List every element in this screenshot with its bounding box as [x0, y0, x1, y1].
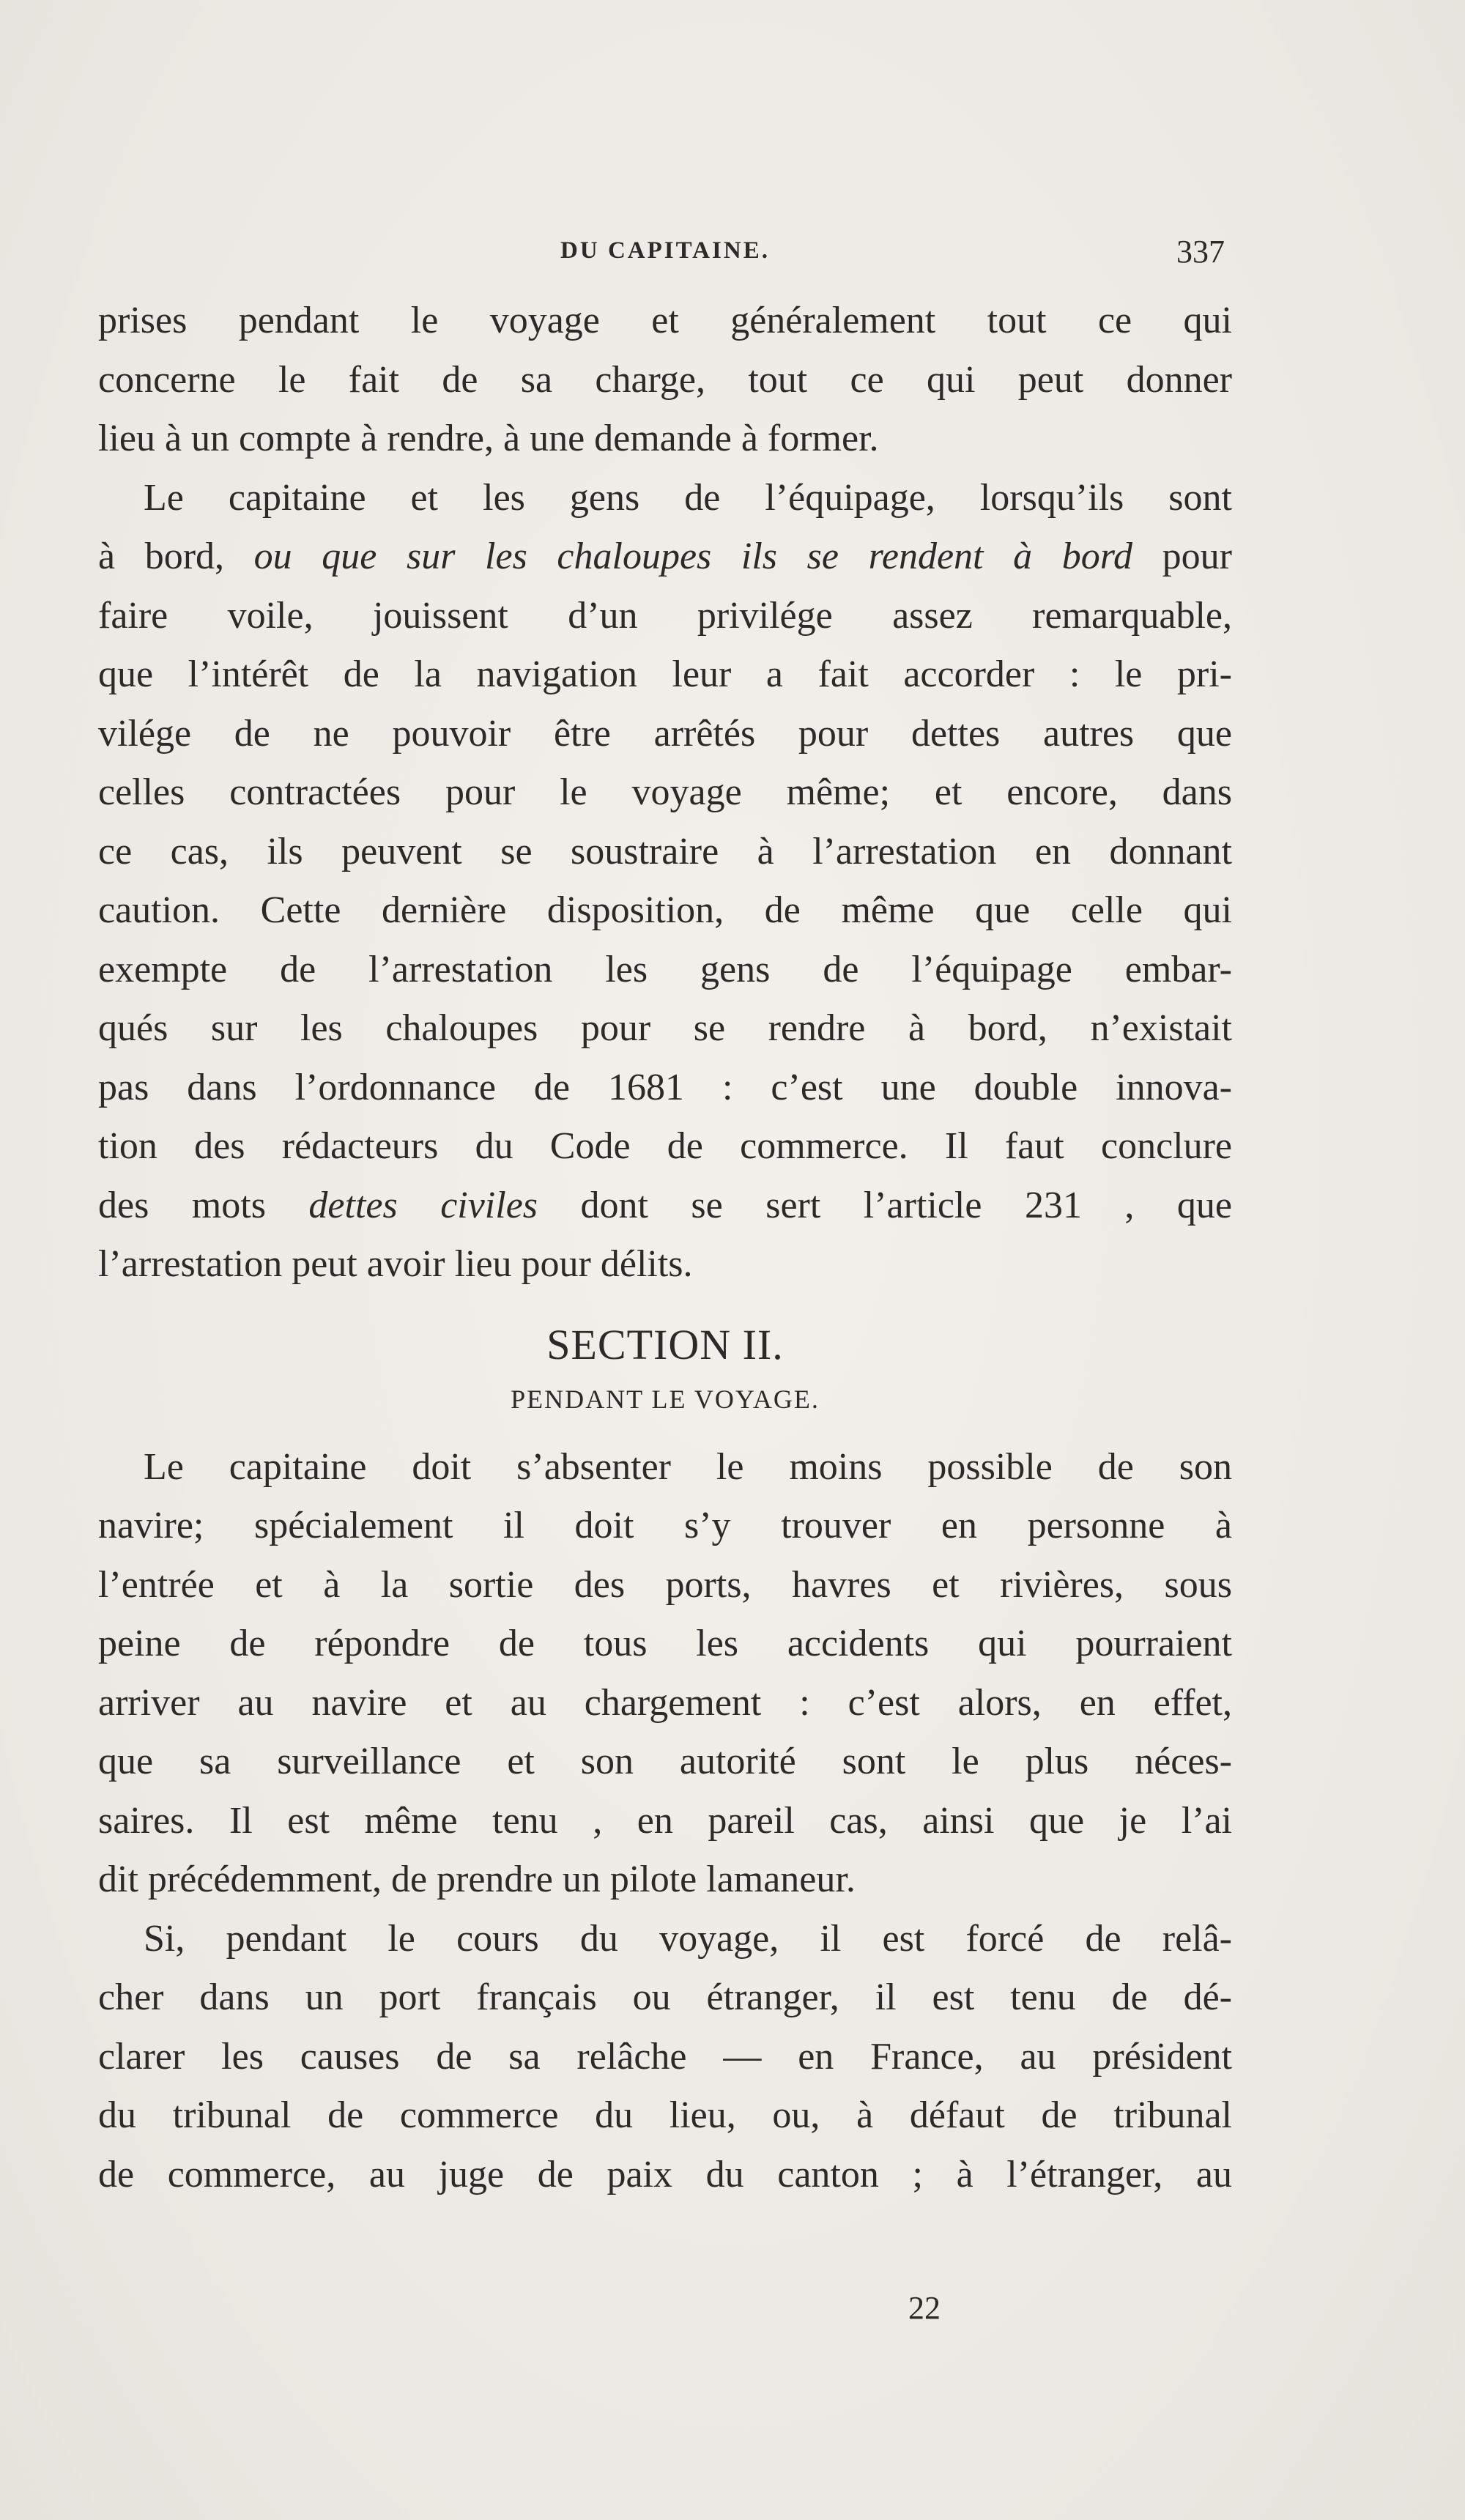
text-line: vilége de ne pouvoir être arrêtés pour dettes autres que — [98, 712, 1232, 755]
text-line: caution. Cette dernière disposition, de même que celle qui — [98, 889, 1232, 931]
italic-phrase: ou que sur les chaloupes ils se rendent à bord — [253, 536, 1133, 577]
text-line: saires. Il est même tenu , en pareil cas, ainsi que je l’ai — [98, 1799, 1232, 1842]
text-line: lieu à un compte à rendre, à une demande à former. — [98, 418, 879, 459]
italic-phrase: dettes civiles — [308, 1184, 538, 1226]
text-line: clarer les causes de sa relâche — en France, au président — [98, 2035, 1232, 2078]
text-line: cher dans un port français ou étranger, il est tenu de dé- — [98, 1976, 1232, 2018]
text-line: tion des rédacteurs du Code de commerce. Il faut conclure — [98, 1125, 1232, 1167]
text-line: Le capitaine doit s’absenter le moins possible de son — [144, 1445, 1232, 1488]
text-line: de commerce, au juge de paix du canton ; à l’étranger, au — [98, 2153, 1232, 2195]
text-line: qués sur les chaloupes pour se rendre à bord, n’existait — [98, 1007, 1232, 1049]
text-line: pas dans l’ordonnance de 1681 : c’est une double innova- — [98, 1066, 1232, 1108]
text-line: navire; spécialement il doit s’y trouver en personne à — [98, 1505, 1232, 1546]
section-subtitle: PENDANT LE VOYAGE. — [511, 1384, 820, 1414]
text-line: exempte de l’arrestation les gens de l’équipage embar- — [98, 948, 1232, 990]
text-line: des mots dettes civiles dont se sert l’article 231 , que — [98, 1184, 1232, 1226]
text-line: ce cas, ils peuvent se soustraire à l’arrestation en donnant — [98, 830, 1232, 872]
running-head — [98, 233, 1232, 270]
text-line: à bord, ou que sur les chaloupes ils se rendent à bord pour — [98, 536, 1232, 577]
section-title: SECTION II. — [546, 1320, 784, 1368]
text-line: celles contractées pour le voyage même; et encore, dans — [98, 771, 1232, 813]
text-line: peine de répondre de tous les accidents qui pourraient — [98, 1623, 1232, 1664]
text-line: Le capitaine et les gens de l’équipage, lorsqu’ils sont — [144, 476, 1232, 519]
text-line: concerne le fait de sa charge, tout ce qui peut donner — [98, 358, 1232, 401]
text-block — [98, 292, 1232, 2204]
running-title: DU CAPITAINE. — [560, 237, 770, 264]
text-line: arriver au navire et au chargement : c’est alors, en effet, — [98, 1681, 1232, 1724]
text-line: Si, pendant le cours du voyage, il est forcé de relâ- — [144, 1917, 1232, 1960]
signature-mark: 22 — [908, 2290, 941, 2326]
text-line: l’entrée et à la sortie des ports, havres et rivières, sous — [98, 1563, 1232, 1606]
text-line: faire voile, jouissent d’un privilége assez remarquable, — [98, 594, 1232, 637]
text-line: du tribunal de commerce du lieu, ou, à défaut de tribunal — [98, 2094, 1232, 2136]
text-line: que l’intérêt de la navigation leur a fait accorder : le pri- — [98, 653, 1232, 695]
text-line: dit précédemment, de prendre un pilote lamaneur. — [98, 1858, 856, 1900]
text-line: prises pendant le voyage et généralement tout ce qui — [98, 300, 1232, 341]
text-line: l’arrestation peut avoir lieu pour délits. — [98, 1243, 693, 1285]
page-number: 337 — [1176, 234, 1225, 270]
text-line: que sa surveillance et son autorité sont le plus néces- — [98, 1741, 1232, 1782]
